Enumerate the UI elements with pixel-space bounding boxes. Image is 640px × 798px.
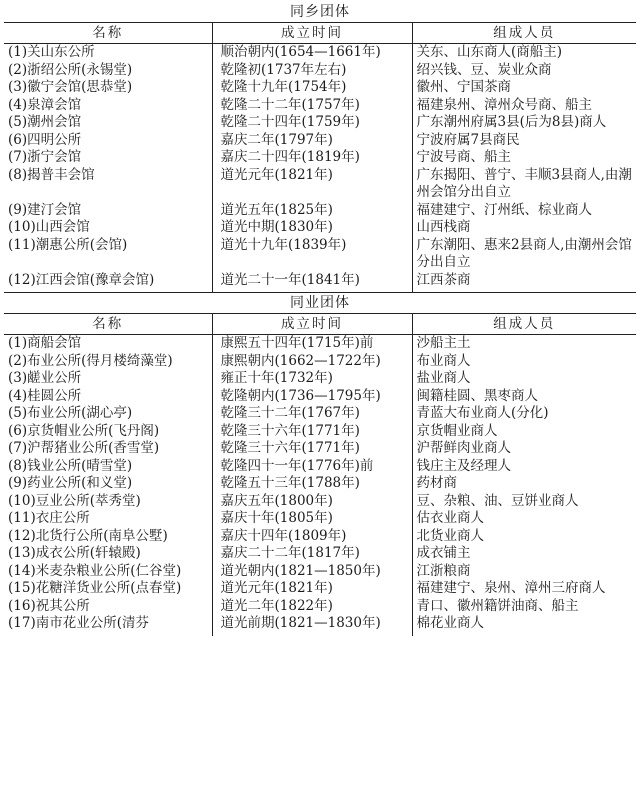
cell-members: 关东、山东商人(商船主) — [412, 44, 636, 62]
cell-time: 嘉庆十年(1805年) — [212, 510, 412, 528]
cell-name: (16)祝其公所 — [8, 597, 90, 614]
cell-name: (4)桂圆公所 — [8, 387, 82, 404]
cell-name: (6)四明公所 — [8, 131, 82, 148]
cell-name: (10)豆业公所(萃秀堂) — [8, 492, 141, 509]
cell-name: (3)徽宁会馆(思恭堂) — [8, 79, 133, 95]
cell-name: (12)北货行公所(南阜公墅) — [8, 527, 168, 544]
section-title-native: 同乡团体 — [290, 4, 350, 20]
cell-members: 福建泉州、漳州众号商、船主 — [412, 97, 636, 115]
table-row — [4, 423, 636, 441]
cell-members: 药材商 — [412, 475, 636, 493]
cell-time: 道光十九年(1839年) — [212, 237, 412, 272]
table-row — [4, 528, 636, 546]
cell-name: (9)建汀会馆 — [8, 201, 82, 218]
cell-time: 康熙五十四年(1715年)前 — [212, 335, 412, 353]
cell-time: 嘉庆二十四年(1819年) — [212, 149, 412, 167]
table-row — [4, 79, 636, 97]
table-row — [4, 458, 636, 476]
cell-members: 江西茶商 — [412, 272, 636, 293]
cell-time: 乾隆五十三年(1788年) — [212, 475, 412, 493]
table-row — [4, 388, 636, 406]
table-row — [4, 475, 636, 493]
cell-time: 乾隆朝内(1736—1795年) — [212, 388, 412, 406]
cell-time: 道光元年(1821年) — [212, 580, 412, 598]
cell-name: (7)沪帮猪业公所(香雪堂) — [8, 440, 160, 456]
trade-guild-table — [4, 313, 636, 636]
cell-members: 广东潮阳、惠来2县商人,由潮州会馆分出自立 — [412, 237, 636, 272]
cell-time: 道光中期(1830年) — [212, 219, 412, 237]
cell-members: 广东揭阳、普宁、丰顺3县商人,由潮州会馆分出自立 — [412, 167, 636, 202]
table-row — [4, 405, 636, 423]
trade-table-body — [4, 335, 636, 636]
cell-time: 乾隆三十二年(1767年) — [212, 405, 412, 423]
column-header-name: 名称 — [92, 316, 124, 332]
table-row — [4, 353, 636, 371]
table-row — [4, 335, 636, 353]
cell-members: 宁波府属7县商民 — [412, 132, 636, 150]
table-row — [4, 272, 636, 293]
section-title-trade: 同业团体 — [290, 295, 350, 311]
cell-name: (4)泉漳会馆 — [8, 96, 82, 113]
cell-members: 沪帮鲜肉业商人 — [412, 440, 636, 458]
cell-members: 福建建宁、泉州、漳州三府商人 — [412, 580, 636, 598]
cell-name: (17)南市花业公所(清芬 — [8, 615, 149, 631]
cell-name: (7)浙宁会馆 — [8, 149, 82, 165]
table-row — [4, 202, 636, 220]
cell-time: 嘉庆二十二年(1817年) — [212, 545, 412, 563]
table-row — [4, 132, 636, 150]
cell-members: 宁波号商、船主 — [412, 149, 636, 167]
cell-members: 北货业商人 — [412, 528, 636, 546]
table-row — [4, 62, 636, 80]
table-row — [4, 219, 636, 237]
table-row — [4, 149, 636, 167]
table-row — [4, 510, 636, 528]
table-header-row — [4, 23, 636, 44]
cell-members: 青口、徽州籍饼油商、船主 — [412, 598, 636, 616]
cell-members: 山西栈商 — [412, 219, 636, 237]
cell-members: 豆、杂粮、油、豆饼业商人 — [412, 493, 636, 511]
cell-time: 道光朝内(1821—1850年) — [212, 563, 412, 581]
cell-members: 福建建宁、汀州纸、棕业商人 — [412, 202, 636, 220]
column-header-time: 成立时间 — [212, 314, 412, 335]
table-row — [4, 563, 636, 581]
table-row — [4, 370, 636, 388]
cell-time: 乾隆二十四年(1759年) — [212, 114, 412, 132]
cell-name: (3)鹾业公所 — [8, 370, 82, 386]
cell-members: 估衣业商人 — [412, 510, 636, 528]
cell-time: 雍正十年(1732年) — [212, 370, 412, 388]
table-row — [4, 545, 636, 563]
cell-time: 道光元年(1821年) — [212, 167, 412, 202]
cell-name: (5)潮州会馆 — [8, 114, 82, 130]
cell-time: 道光五年(1825年) — [212, 202, 412, 220]
cell-members: 京货帽业商人 — [412, 423, 636, 441]
table-row — [4, 615, 636, 636]
table-row — [4, 580, 636, 598]
cell-time: 道光前期(1821—1830年) — [212, 615, 412, 636]
cell-members: 钱庄主及经理人 — [412, 458, 636, 476]
cell-time: 嘉庆十四年(1809年) — [212, 528, 412, 546]
column-header-name: 名称 — [92, 25, 124, 41]
cell-name: (11)衣庄公所 — [8, 510, 90, 526]
table-row — [4, 114, 636, 132]
cell-name: (9)药业公所(和义堂) — [8, 475, 133, 491]
cell-time: 乾隆二十二年(1757年) — [212, 97, 412, 115]
column-header-time: 成立时间 — [212, 23, 412, 44]
native-guild-table — [4, 22, 636, 293]
cell-time: 乾隆三十六年(1771年) — [212, 440, 412, 458]
cell-name: (10)山西会馆 — [8, 219, 90, 235]
cell-name: (13)成衣公所(轩辕殿) — [8, 545, 141, 561]
cell-name: (1)商船会馆 — [8, 335, 82, 351]
cell-name: (11)潮惠公所(会馆) — [8, 236, 128, 253]
cell-name: (2)布业公所(得月楼绮藻堂) — [8, 352, 173, 369]
cell-time: 乾隆十九年(1754年) — [212, 79, 412, 97]
document-page — [4, 0, 636, 636]
cell-members: 绍兴钱、豆、炭业众商 — [412, 62, 636, 80]
cell-time: 嘉庆二年(1797年) — [212, 132, 412, 150]
native-table-body — [4, 44, 636, 293]
cell-name: (5)布业公所(湖心亭) — [8, 405, 133, 421]
cell-members: 沙船主土 — [412, 335, 636, 353]
cell-members: 徽州、宁国茶商 — [412, 79, 636, 97]
table-row — [4, 493, 636, 511]
table-row — [4, 598, 636, 616]
cell-time: 乾隆初(1737年左右) — [212, 62, 412, 80]
cell-members: 闽籍桂圆、黑枣商人 — [412, 388, 636, 406]
cell-members: 江浙粮商 — [412, 563, 636, 581]
cell-members: 布业商人 — [412, 353, 636, 371]
cell-members: 成衣铺主 — [412, 545, 636, 563]
cell-time: 嘉庆五年(1800年) — [212, 493, 412, 511]
cell-members: 盐业商人 — [412, 370, 636, 388]
table-header-row — [4, 314, 636, 335]
cell-time: 道光二年(1822年) — [212, 598, 412, 616]
cell-members: 青蓝大布业商人(分化) — [412, 405, 636, 423]
cell-name: (6)京货帽业公所(飞丹阁) — [8, 422, 160, 439]
cell-time: 乾隆四十一年(1776年)前 — [212, 458, 412, 476]
cell-time: 道光二十一年(1841年) — [212, 272, 412, 293]
cell-name: (14)米麦杂粮业公所(仁谷堂) — [8, 562, 182, 579]
cell-name: (15)花糖洋货业公所(点春堂) — [8, 580, 182, 596]
table-row — [4, 44, 636, 62]
column-header-members: 组成人员 — [412, 23, 636, 44]
cell-name: (8)揭普丰会馆 — [8, 166, 95, 183]
cell-name: (2)浙绍公所(永锡堂) — [8, 61, 133, 78]
cell-time: 康熙朝内(1662—1722年) — [212, 353, 412, 371]
table-row — [4, 440, 636, 458]
table-row — [4, 237, 636, 272]
cell-name: (1)关山东公所 — [8, 44, 95, 60]
cell-members: 广东潮州府属3县(后为8县)商人 — [412, 114, 636, 132]
cell-time: 顺治朝内(1654—1661年) — [212, 44, 412, 62]
table-row — [4, 167, 636, 202]
cell-time: 乾隆三十六年(1771年) — [212, 423, 412, 441]
cell-name: (8)钱业公所(晴雪堂) — [8, 457, 133, 474]
cell-name: (12)江西会馆(豫章会馆) — [8, 271, 155, 288]
table-row — [4, 97, 636, 115]
cell-members: 棉花业商人 — [412, 615, 636, 636]
column-header-members: 组成人员 — [412, 314, 636, 335]
